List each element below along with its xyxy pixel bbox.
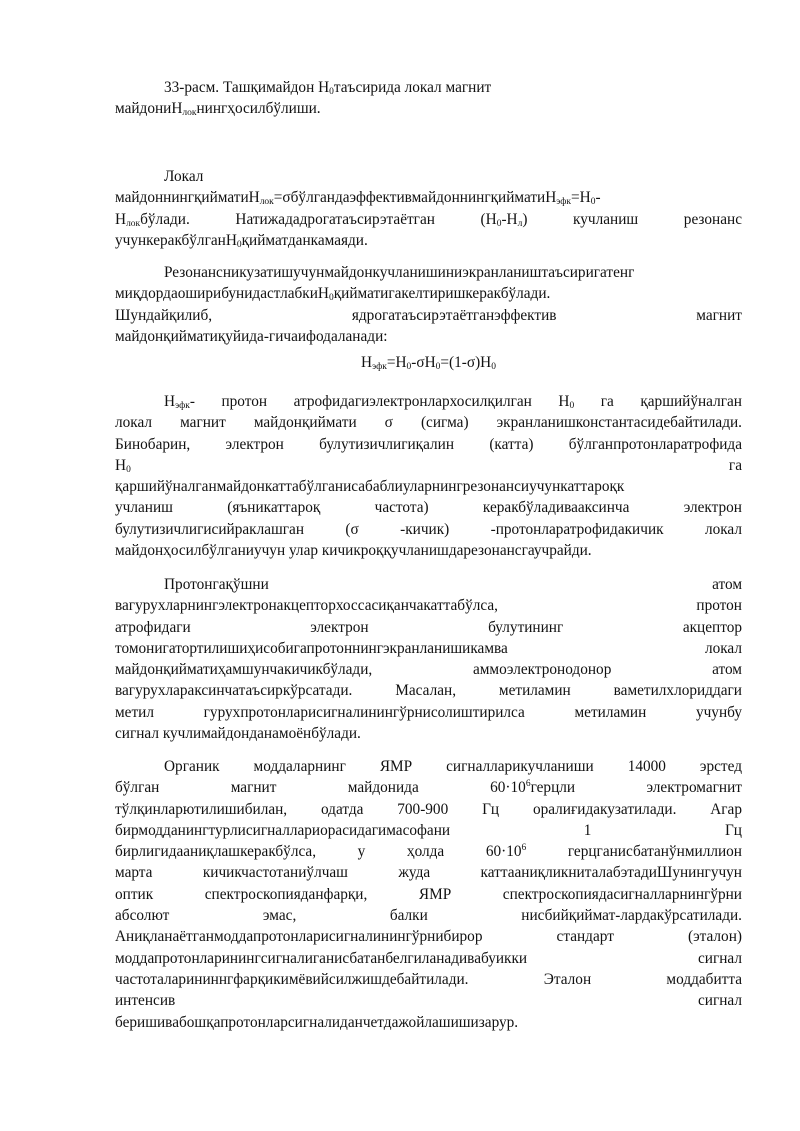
caption-line-2: майдониH$_{лок}$нингҳосилбўлиши.	[115, 100, 321, 119]
text-line: $майдоннингқийматиH_{лок}=\sigma бўлгандаэффективмайдоннингқийматиH_{эфк}=H_0-$	[115, 189, 601, 208]
text-line: локал магнит майдонқиймати σ (сигма) экранланишконстантасидебайтилади.	[115, 414, 742, 432]
text-line: учланиш (яъникаттароқ частота) керакбўладивааксинча электрон	[115, 499, 742, 517]
text-line: вагурухлараксинчатаъсиркўрсатади. Масалан, метиламин ваметилхлориддаги	[115, 682, 742, 700]
paragraph-nmr-signals	[115, 756, 742, 1033]
text-line: абсолют эмас, балки нисбийқиймат-лардакўрсатилади.	[115, 907, 742, 925]
text-line: $H_{эфк}-$ протон атрофидагиэлектронлархосилқилган $H_0$ га қаршийўналган	[164, 393, 742, 411]
paragraph-shielding	[115, 391, 742, 561]
text-line: марта кичикчастотаниўлчаш жуда каттааниқликниталабэтадиШунингучун	[115, 864, 742, 882]
text-line: майдонҳосилбўлганиучун улар кичикроққучланишдарезонансгаучрайди.	[115, 542, 592, 560]
text-line: интенсив сигнал	[115, 992, 742, 1010]
text-line: вагурухларнингэлектронакцепторхоссасиқанчакаттабўлса, протон	[115, 597, 742, 615]
text-line: томонигатортилишиҳисобигапротоннингэкранланишикамва локал	[115, 639, 742, 657]
text-line: майдонқийматиқуйида-гичаифодаланади:	[115, 327, 388, 345]
text-line: Бинобарин, электрон булутизичлигиқалин (катта) бўлганпротонларатрофида	[115, 435, 742, 453]
text-line: $H_{лок}бўлади$. Натижададрогатаъсирэтаётган $(H_0-H_л)$ кучланиш резонанс	[115, 210, 742, 229]
text-line: Резонансникузатишучунмайдонкучланишиниэкранлаништаъсиригатенг	[164, 264, 635, 281]
text-line: миқдордаоширибунидастлабкиH$_0$қийматигакелтиришкеракбўлади.	[115, 285, 551, 304]
figure-caption	[115, 77, 742, 120]
caption-line-1: 33-расм. Ташқимайдон $H_0таъсирида$ локал магнит	[164, 79, 492, 97]
text-line: Органик моддаларнинг ЯМР сигналларикучланиши 14000 эрстед	[164, 758, 742, 775]
text-line: Локал	[164, 168, 204, 185]
text-line: Протонгақўшни атом	[164, 576, 742, 593]
text-line: қаршийўналганмайдонкаттабўлганисабаблиуларнингрезонансиучункаттароқк	[115, 478, 625, 496]
text-line: Шундайқилиб, ядрогатаъсирэтаётганэффектив магнит	[115, 306, 742, 324]
text-line: Аниқланаётганмоддапротонларисигналинингўрнибирор стандарт (эталон)	[115, 928, 742, 946]
text-line: бўлган магнит майдонида $60\cdot 10^6герцли$ электромагнит	[115, 779, 742, 797]
text-line: тўлқинларютилишибилан, одатда 700-900 Гц оралиғидакузатилади. Агар	[115, 800, 742, 818]
text-line: учункеракбўлганH$_0$қийматданкамаяди.	[115, 231, 368, 250]
text-line: сигнал кучлимайдонданамоёнбўлади.	[115, 725, 361, 743]
text-line: частоталарининнгфарқикимёвийсилжишдебайтилади. Эталон моддабитта	[115, 970, 742, 988]
text-line: майдонқийматиҳамшунчакичикбўлади, аммоэлектронодонор атом	[115, 661, 742, 679]
text-line: булутизичлигисийраклашган (σ -кичик) -протонларатрофидакичик локал	[115, 520, 742, 538]
text-line: оптик спектроскопияданфарқи, ЯМР спектроскопиядасигналларнингўрни	[115, 885, 742, 903]
paragraph-resonance	[115, 262, 742, 373]
text-line: метил гурухпротонларисигналинингўрнисолиштирилса метиламин учунбу	[115, 703, 742, 721]
paragraph-acceptor	[115, 574, 742, 744]
text-line: атрофидаги электрон булутининг акцептор	[115, 618, 742, 636]
text-line: моддапротонларинингсигналиганисбатанбелгиланадивабуикки сигнал	[115, 949, 742, 967]
text-line: $H_0$ га	[115, 456, 742, 475]
paragraph-local-field	[115, 166, 742, 251]
text-line: бирлигидааниқлашкеракбўлса, у ҳолда $60\cdot 10^6$ герцганисбатанўнмиллион	[115, 843, 742, 861]
text-line: беришивабошқапротонларсигналиданчетдажойлашишизарур.	[115, 1013, 519, 1031]
text-line: бирмодданингтурлисигналлариорасидагимасофани 1 Гц	[115, 821, 742, 839]
formula-effective-field: $H_{эфк}=H_0-\sigma H_0=(1-\sigma)H_0$	[361, 354, 496, 373]
